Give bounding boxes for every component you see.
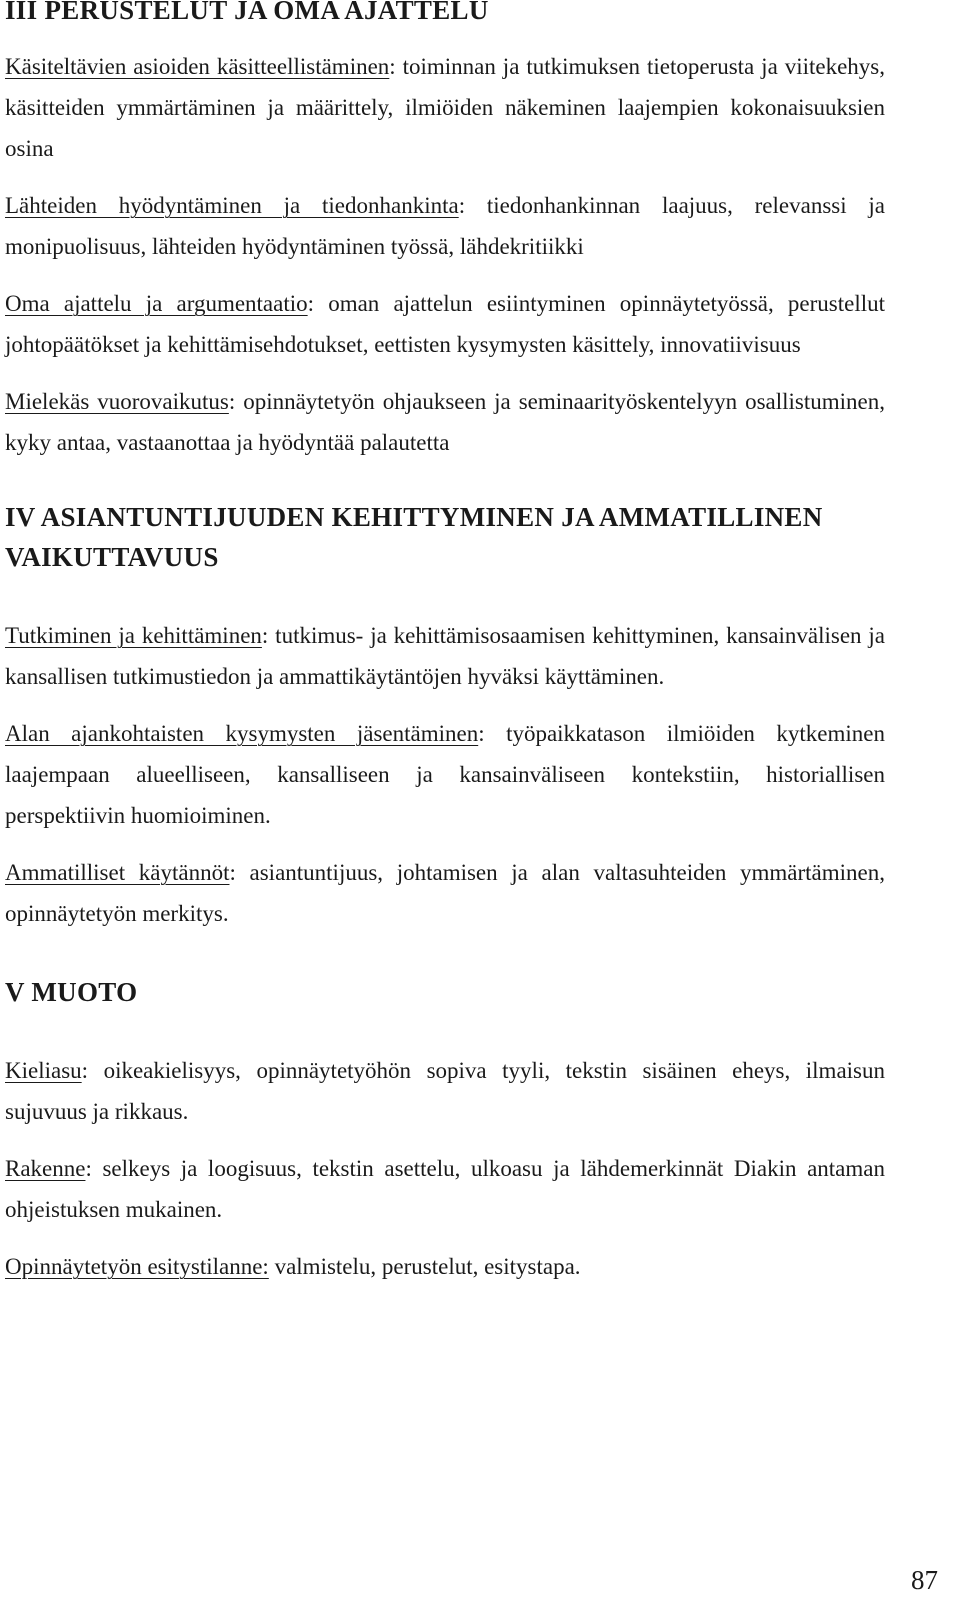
criterion-term: Kieliasu <box>5 1058 82 1083</box>
criterion-term: Ammatilliset käytännöt <box>5 860 230 885</box>
criterion-description: selkeys ja loogisuus, tekstin asettelu, ulkoasu ja lähdemerkinnät Diakin antaman ohjeistuksen mukainen. <box>5 1156 885 1222</box>
criterion-term: Käsiteltävien asioiden käsitteellistäminen <box>5 54 390 79</box>
section-heading-iii: III PERUSTELUT JA OMA AJATTELU <box>5 0 489 25</box>
criterion-description: asiantuntijuus, johtamisen ja alan valtasuhteiden ymmärtäminen, opinnäytetyön merkitys. <box>5 860 886 926</box>
page-number: 87 <box>911 1565 938 1595</box>
criterion-description: toiminnan ja tutkimuksen tietoperusta ja viitekehys, käsitteiden ymmärtäminen ja määrittely, ilmiöiden näkeminen laajempien kokonaisuuksien osina <box>5 54 885 161</box>
criterion-current-issues: Alan ajankohtaisten kysymysten jäsentäminen: työpaikkatason ilmiöiden kytkeminen laajempaan alueelliseen, kansalliseen ja kansainväliseen kontekstiin, historiallisen perspektiivin huomioiminen. <box>5 721 885 828</box>
document-page <box>5 0 885 1287</box>
criterion-description: tutkimus- ja kehittämisosaamisen kehittyminen, kansainvälisen ja kansallisen tutkimustiedon ja ammattikäytäntöjen hyväksi käyttäminen. <box>5 623 885 689</box>
criterion-description: tiedonhankinnan laajuus, relevanssi ja monipuolisuus, lähteiden hyödyntäminen työssä, lähdekritiikki <box>5 193 886 259</box>
criterion-term: Tutkiminen ja kehittäminen <box>5 623 262 648</box>
criterion-structure: Rakenne: selkeys ja loogisuus, tekstin asettelu, ulkoasu ja lähdemerkinnät Diakin antaman ohjeistuksen mukainen. <box>5 1156 885 1222</box>
criterion-term: Oma ajattelu ja argumentaatio <box>5 291 308 316</box>
section-heading-v: V MUOTO <box>5 977 138 1007</box>
criterion-term: Rakenne <box>5 1156 86 1181</box>
criterion-conceptualization: Käsiteltävien asioiden käsitteellistäminen: toiminnan ja tutkimuksen tietoperusta ja viitekehys, käsitteiden ymmärtäminen ja määrittely, ilmiöiden näkeminen laajempien kokonaisuuksien osina <box>5 54 885 161</box>
criterion-language: Kieliasu: oikeakielisyys, opinnäytetyöhön sopiva tyyli, tekstin sisäinen eheys, ilmaisun sujuvuus ja rikkaus. <box>5 1058 885 1124</box>
criterion-interaction: Mielekäs vuorovaikutus: opinnäytetyön ohjaukseen ja seminaarityöskentelyyn osallistuminen, kyky antaa, vastaanottaa ja hyödyntää palautetta <box>5 389 885 455</box>
criterion-research-development: Tutkiminen ja kehittäminen: tutkimus- ja kehittämisosaamisen kehittyminen, kansainvälisen ja kansallisen tutkimustiedon ja ammattikäytäntöjen hyväksi käyttäminen. <box>5 623 885 689</box>
criterion-description: opinnäytetyön ohjaukseen ja seminaarityöskentelyyn osallistuminen, kyky antaa, vastaanottaa ja hyödyntää palautetta <box>5 389 885 455</box>
criterion-sources: Lähteiden hyödyntäminen ja tiedonhankinta: tiedonhankinnan laajuus, relevanssi ja monipuolisuus, lähteiden hyödyntäminen työssä, lähdekritiikki <box>5 193 886 259</box>
criterion-description: työpaikkatason ilmiöiden kytkeminen laajempaan alueelliseen, kansalliseen ja kansainväliseen kontekstiin, historiallisen perspektiivin huomioiminen. <box>5 721 885 828</box>
criterion-own-thinking: Oma ajattelu ja argumentaatio: oman ajattelun esiintyminen opinnäytetyössä, perustellut johtopäätökset ja kehittämisehdotukset, eettisten kysymysten käsittely, innovatiivisuus <box>5 291 885 357</box>
criterion-term: Mielekäs vuorovaikutus <box>5 389 229 414</box>
criterion-description: oman ajattelun esiintyminen opinnäytetyössä, perustellut johtopäätökset ja kehittämisehdotukset, eettisten kysymysten käsittely, innovatiivisuus <box>5 291 885 357</box>
criterion-description: oikeakielisyys, opinnäytetyöhön sopiva tyyli, tekstin sisäinen eheys, ilmaisun sujuvuus ja rikkaus. <box>5 1058 885 1124</box>
criterion-presentation <box>5 1246 885 1287</box>
criterion-term: Alan ajankohtaisten kysymysten jäsentäminen <box>5 721 479 746</box>
criterion-professional-practices: Ammatilliset käytännöt: asiantuntijuus, johtamisen ja alan valtasuhteiden ymmärtäminen, opinnäytetyön merkitys. <box>5 860 886 926</box>
criterion-term: Lähteiden hyödyntäminen ja tiedonhankinta <box>5 193 459 218</box>
criterion-term: Opinnäytetyön esitystilanne: <box>5 1254 269 1279</box>
section-heading-iv: IV ASIANTUNTIJUUDEN KEHITTYMINEN JA AMMATILLINEN VAIKUTTAVUUS <box>5 502 823 572</box>
criterion-description: valmistelu, perustelut, esitystapa. <box>268 1254 581 1279</box>
